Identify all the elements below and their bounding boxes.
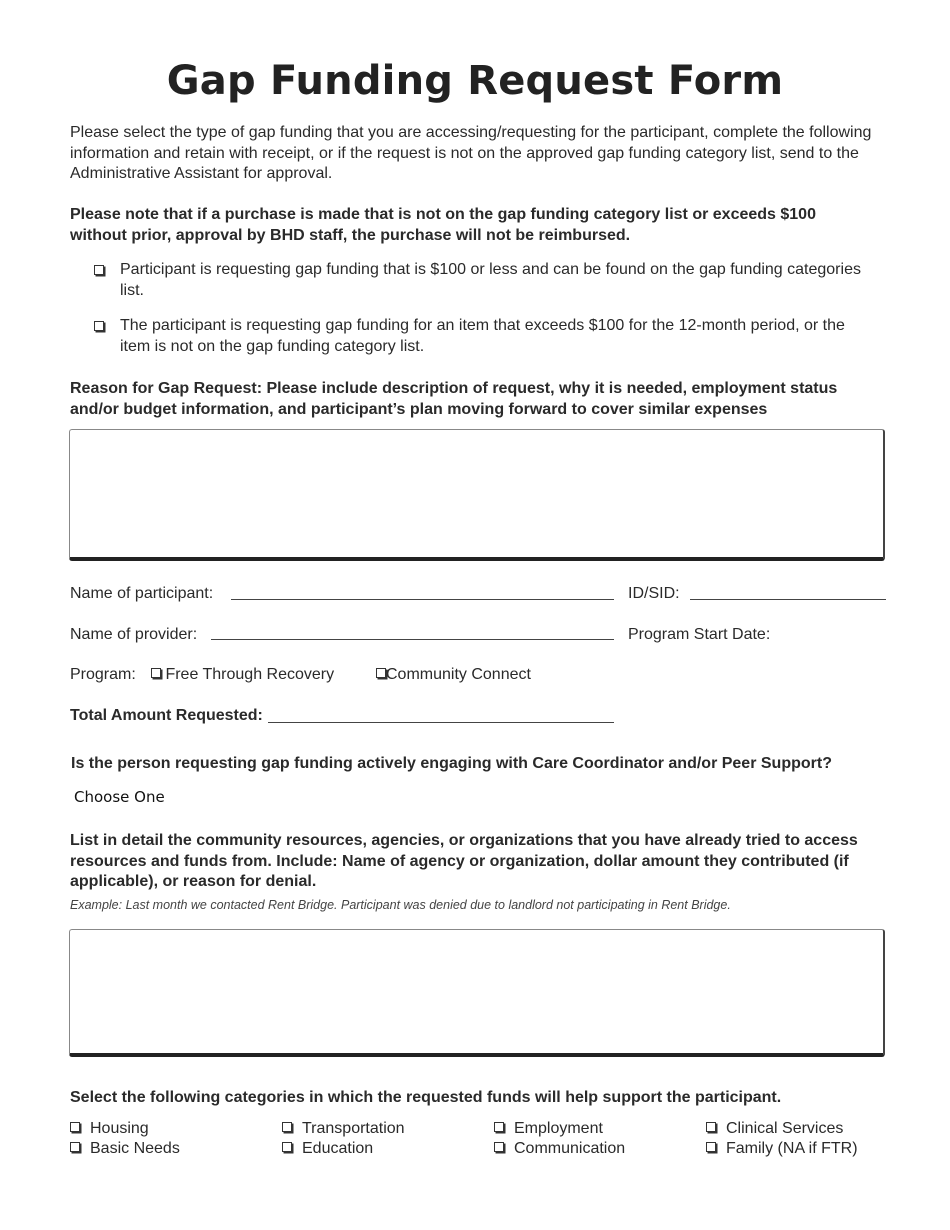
checkbox[interactable] [494, 1122, 504, 1132]
checkbox[interactable] [70, 1122, 80, 1132]
category-label: Housing [90, 1120, 149, 1137]
checkbox[interactable] [94, 321, 104, 331]
option-under-100[interactable] [94, 260, 874, 302]
program-option-ftr[interactable] [151, 666, 334, 684]
reason-textarea[interactable] [69, 429, 885, 561]
resources-example: Example: Last month we contacted Rent Bridge. Participant was denied due to landlord not participating in Rent Bridge. [70, 898, 731, 912]
category-label: Basic Needs [90, 1140, 180, 1157]
category-label: Education [302, 1140, 374, 1157]
checkbox[interactable] [151, 668, 161, 678]
checkbox[interactable] [282, 1122, 292, 1132]
checkbox[interactable] [94, 265, 104, 275]
resources-textarea[interactable] [69, 929, 885, 1057]
id-sid-input[interactable] [690, 599, 886, 600]
participant-input[interactable] [231, 599, 614, 600]
page-title: Gap Funding Request Form [166, 58, 784, 104]
reimbursement-note: Please note that if a purchase is made that is not on the gap funding category list or exceeds $100 without prior, approval by BHD staff, the purchase will not be reimbursed. [70, 206, 816, 244]
category-label: Communication [514, 1140, 626, 1157]
start-date-label: Program Start Date: [628, 626, 771, 643]
program-option-label: Community Connect [386, 666, 531, 683]
reason-label: Reason for Gap Request: Please include description of request, why it is needed, employment status and/or budget information, and participant’s plan moving forward to cover similar expenses [70, 380, 838, 418]
checkbox[interactable] [282, 1142, 292, 1152]
checkbox[interactable] [70, 1142, 80, 1152]
participant-label: Name of participant: [70, 585, 214, 602]
total-label: Total Amount Requested: [70, 707, 263, 724]
provider-input[interactable] [211, 639, 614, 640]
category-label: Clinical Services [726, 1120, 844, 1137]
checkbox[interactable] [706, 1122, 716, 1132]
categories-label: Select the following categories in which the requested funds will help support the participant. [70, 1089, 782, 1106]
category-housing[interactable] [70, 1120, 149, 1138]
resources-label: List in detail the community resources, agencies, or organizations that you have already tried to access resources and funds from. Include: Name of agency or organization, dollar amount they contributed (if applicable), or reason for denial. [70, 832, 858, 890]
option-over-100[interactable] [94, 316, 874, 358]
category-family[interactable] [706, 1140, 858, 1158]
category-label: Transportation [302, 1120, 405, 1137]
category-basic-needs[interactable] [70, 1140, 180, 1158]
category-employment[interactable] [494, 1120, 603, 1138]
category-education[interactable] [282, 1140, 373, 1158]
category-clinical-services[interactable] [706, 1120, 843, 1138]
checkbox[interactable] [706, 1142, 716, 1152]
id-sid-label: ID/SID: [628, 585, 680, 602]
engagement-select[interactable]: Choose One [74, 788, 165, 806]
option-label: The participant is requesting gap funding for an item that exceeds $100 for the 12-month period, or the item is not on the gap funding category list. [120, 317, 845, 355]
option-label: Participant is requesting gap funding that is $100 or less and can be found on the gap funding categories list. [120, 261, 861, 299]
intro-paragraph: Please select the type of gap funding that you are accessing/requesting for the participant, complete the following information and retain with receipt, or if the request is not on the approved gap funding category list, send to the Administrative Assistant for approval. [70, 124, 872, 182]
program-option-label: Free Through Recovery [165, 666, 335, 683]
engagement-question: Is the person requesting gap funding actively engaging with Care Coordinator and/or Peer Support? [71, 755, 832, 772]
category-transportation[interactable] [282, 1120, 405, 1138]
category-communication[interactable] [494, 1140, 625, 1158]
program-option-cc[interactable] [376, 666, 531, 684]
category-label: Employment [514, 1120, 603, 1137]
provider-label: Name of provider: [70, 626, 198, 643]
total-input[interactable] [268, 722, 614, 723]
checkbox[interactable] [376, 668, 386, 678]
checkbox[interactable] [494, 1142, 504, 1152]
program-label: Program: [70, 666, 136, 683]
category-label: Family (NA if FTR) [726, 1140, 858, 1157]
